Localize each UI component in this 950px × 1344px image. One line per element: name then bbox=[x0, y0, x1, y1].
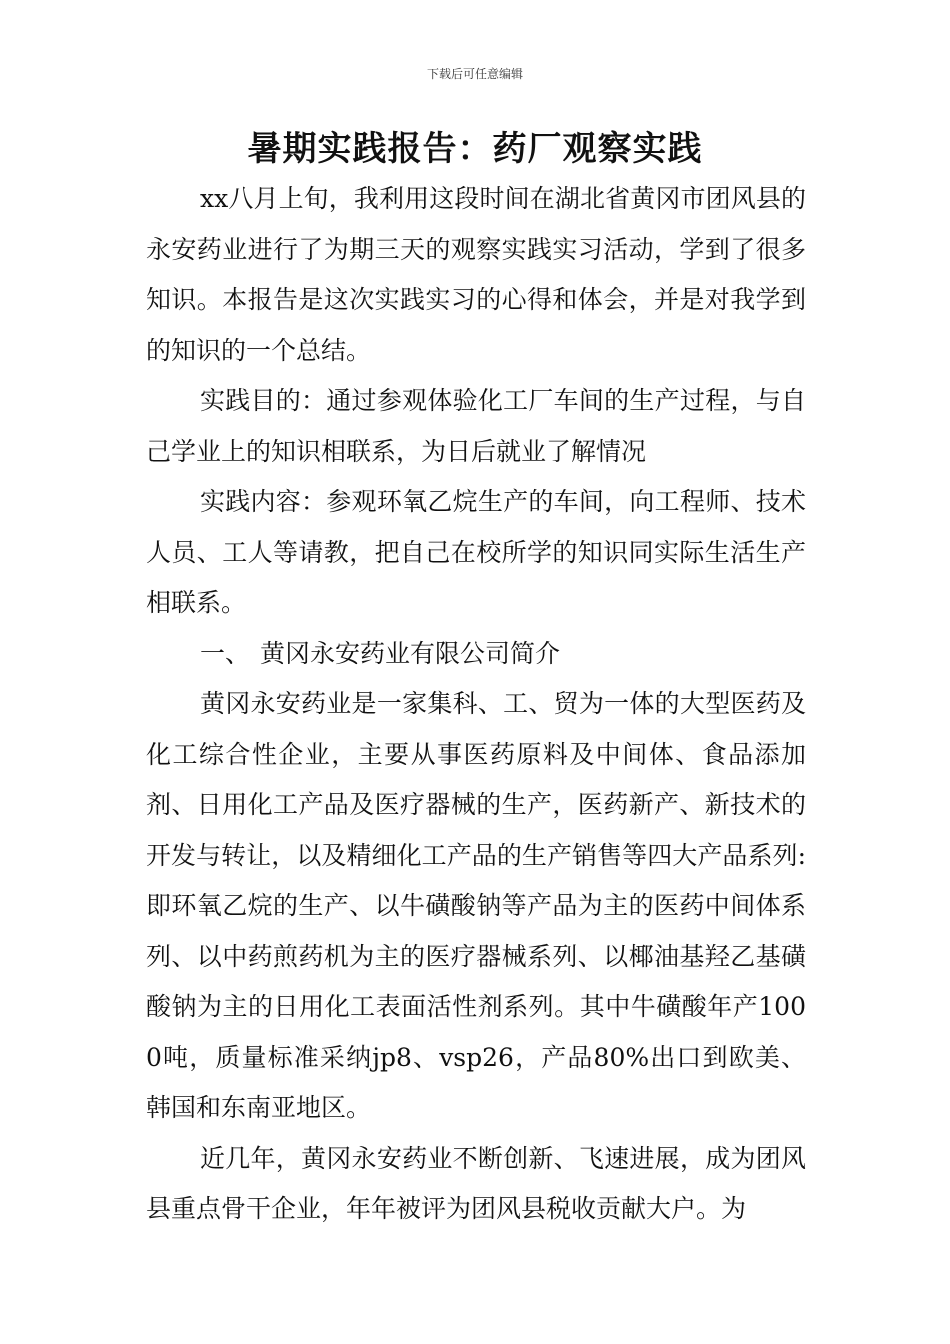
section-heading bbox=[146, 629, 806, 680]
document-title: 暑期实践报告：药厂观察实践 bbox=[247, 129, 703, 169]
paragraph-purpose: 实践目的：通过参观体验化工厂车间的生产过程，与自己学业上的知识相联系，为日后就业了解情况 bbox=[146, 386, 806, 466]
document-body bbox=[146, 174, 806, 1235]
paragraph-recent-years: 近几年，黄冈永安药业不断创新、飞速进展，成为团风县重点骨干企业，年年被评为团风县税收贡献大户。为 bbox=[146, 1143, 806, 1223]
paragraph-company-intro: 黄冈永安药业是一家集科、工、贸为一体的大型医药及化工综合性企业，主要从事医药原料及中间体、食品添加剂、日用化工产品及医疗器械的生产，医药新产、新技术的开发与转让，以及精细化工产品的生产销售等四大产品系列:即环氧乙烷的生产、以牛磺酸钠等产品为主的医药中间体系列、以中药煎药机为主的医疗器械系列、以椰油基羟乙基磺酸钠为主的日用化工表面活性剂系列。其中牛磺酸年产1000吨，质量标准采纳jp8、vsp26，产品80%出口到欧美、韩国和东南亚地区。 bbox=[146, 689, 806, 1122]
header-note: 下载后可任意编辑 bbox=[426, 67, 523, 81]
section-number: 一、 bbox=[200, 638, 251, 668]
paragraph-content: 实践内容：参观环氧乙烷生产的车间，向工程师、技术人员、工人等请教，把自己在校所学的知识同实际生活生产相联系。 bbox=[146, 487, 806, 617]
paragraph-intro: xx八月上旬，我利用这段时间在湖北省黄冈市团风县的永安药业进行了为期三天的观察实践实习活动，学到了很多知识。本报告是这次实践实习的心得和体会，并是对我学到的知识的一个总结。 bbox=[146, 184, 806, 365]
section-title: 黄冈永安药业有限公司简介 bbox=[260, 638, 561, 668]
